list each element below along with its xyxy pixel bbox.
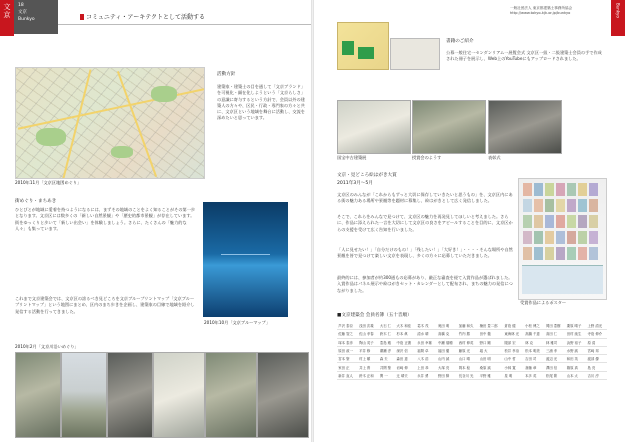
- member-name: 野田 賢: [437, 371, 458, 379]
- book-heading: 書籍のご紹介: [446, 39, 474, 44]
- member-name: 小林 寛: [503, 363, 524, 371]
- member-name: 篠原 真: [565, 363, 586, 371]
- policy-text: 建築家・建築士の目を通して「文京ブランド」を可視化・顕在化しようという「文京らしさ」の意識に寄与するという方針で、会員以外の建築人の方々や、区民・行政・専門家の方々と共に、文京区という地域を舞台に活動し、交流を深めたいと思っています。: [217, 84, 305, 121]
- header-marker: [80, 14, 84, 20]
- member-name: 永田 幸雄: [416, 338, 437, 346]
- member-name: 東海林 光: [503, 330, 524, 338]
- award-heading: 文京・見どころ絵はがき大賞: [337, 173, 397, 178]
- member-name: 倉島 健: [503, 322, 524, 330]
- member-name: 中瀬 瑞穂: [437, 338, 458, 346]
- right-tab-label: Bunkyo: [615, 3, 621, 18]
- members-heading: ■文京建築会 会員名簿（五十音順）: [337, 313, 412, 318]
- poster-caption: 受賞作品によるポスター: [520, 300, 567, 305]
- member-name: 大石 仁: [379, 322, 396, 330]
- member-name: 葛木 茂: [416, 322, 437, 330]
- blue-map-caption: 2010年10月「文京ブルーマップ」: [204, 320, 270, 325]
- award-text-4: 最終的には、参加者が約300通もの応募があり、厳正な審査を経て入賞作品が選ばれました。入賞作品はパネル展示や絵はがきセット・カレンダーとして配布され、まちの魅力の発信につながりました。: [337, 275, 513, 293]
- member-name: 森 夫: [379, 355, 396, 363]
- member-name: 原 清: [586, 338, 607, 346]
- member-name: 山口 晴: [458, 355, 479, 363]
- association-url[interactable]: http://www.tokyo-kjk.or.jp/bunkyo: [510, 11, 571, 15]
- member-name: 大塚 亮: [437, 363, 458, 371]
- member-name: 宮崎 邦: [586, 346, 607, 354]
- members-table: [337, 322, 607, 380]
- theme-text: ひとびとが地域に愛着を持つようになるには、まずその地域のことをよく知ることがその第一歩となります。文京区には数多くの「新しい自然景観」や「歴史的都市景観」が存在しています。街をゆっくりと歩いて「新しい出会い」を体験しましょう。さらに、たくさんの「魅力的な人々」も集っています。: [15, 207, 196, 231]
- policy-heading: 活動方針: [217, 72, 236, 77]
- member-name: 小松 博之: [524, 322, 545, 330]
- right-section-tab: [611, 0, 625, 36]
- members-row: [337, 330, 607, 338]
- member-name: 松尾 繁: [545, 371, 566, 379]
- members-row: [337, 355, 607, 363]
- member-name: 平井 修: [358, 346, 379, 354]
- blue-map-poster-image: [203, 202, 288, 317]
- members-row: [337, 371, 607, 379]
- member-name: 八木 浩: [416, 355, 437, 363]
- ceremony-caption: 表彰式: [488, 155, 501, 160]
- members-row: [337, 363, 607, 371]
- member-name: 松井 孝治: [503, 346, 524, 354]
- member-name: 岡本 稔: [458, 363, 479, 371]
- member-name: 家田 正: [337, 363, 358, 371]
- member-name: 加藤 和久: [458, 322, 479, 330]
- association-name: 一般社団法人 東京都建築士事務所協会: [510, 6, 573, 10]
- member-name: 島 亮: [586, 363, 607, 371]
- member-name: 杉本 眞: [395, 330, 416, 338]
- member-name: 豊島 雅: [379, 338, 396, 346]
- member-name: 浅田 次義: [358, 322, 379, 330]
- member-name: 岩崎 伸: [395, 363, 416, 371]
- member-name: 渡辺 光: [545, 355, 566, 363]
- member-name: 原田 政一: [337, 346, 358, 354]
- award-date: 2011年3月〜5月: [337, 181, 373, 186]
- walk-photo-4: [153, 352, 205, 438]
- member-name: 福岡 卓: [416, 346, 437, 354]
- members-row: [337, 338, 607, 346]
- members-row: [337, 322, 607, 330]
- award-event-photo: [412, 100, 486, 154]
- member-name: 澤田 信: [545, 363, 566, 371]
- member-name: 山中 哲: [503, 355, 524, 363]
- ceremony-photo: [488, 100, 562, 154]
- member-name: 浜野 裕子: [565, 338, 586, 346]
- member-name: 村上 順: [358, 355, 379, 363]
- association-info: [510, 6, 572, 16]
- left-section-tab: [0, 0, 14, 36]
- member-name: 高田 仁: [545, 330, 566, 338]
- blue-map-intro: これまで文京建築会では、文京区の誇るべき見どころを文京ブループリントマップ「文京ブループリントマップ」という地図にまとめ、区内のまち歩きを企画し、建築家の目線で地域を紹介し発信する活動を行ってきました。: [15, 296, 195, 314]
- member-name: 服部 宏: [503, 338, 524, 346]
- member-name: 山本 太: [565, 371, 586, 379]
- member-name: 宮本 聖: [337, 355, 358, 363]
- member-name: 新井 直人: [337, 371, 358, 379]
- walk-photos-caption: 2010年2月「文京川沿いめぐり」: [15, 344, 79, 349]
- member-name: 星 明: [503, 371, 524, 379]
- member-name: 竹内 勝: [458, 330, 479, 338]
- member-name: 楠田 豊二郎: [478, 322, 503, 330]
- left-tab-label: 文京: [3, 3, 11, 19]
- book-flyer-image: [390, 38, 440, 70]
- member-name: 平野 雅: [478, 371, 503, 379]
- member-name: 中島 正憲: [395, 338, 416, 346]
- chapter-box: [14, 0, 58, 34]
- member-name: 三浦 孝: [545, 346, 566, 354]
- member-name: 林 克: [524, 338, 545, 346]
- member-name: 渡部 優: [586, 355, 607, 363]
- member-name: 井関 聖: [379, 363, 396, 371]
- walk-photo-2: [61, 352, 107, 438]
- member-name: 斎藤 章: [524, 363, 545, 371]
- member-name: 岡田 豊樹: [545, 322, 566, 330]
- member-name: 松本 明美: [524, 346, 545, 354]
- member-name: 堀 大: [478, 346, 503, 354]
- member-name: 山内 誠: [437, 355, 458, 363]
- member-name: 鈴木 正和: [358, 371, 379, 379]
- member-name: 和田 英: [565, 355, 586, 363]
- chapter-number: 18: [18, 3, 24, 8]
- award-poster-image: [518, 178, 607, 300]
- member-name: 田中 徹: [478, 330, 503, 338]
- member-name: 吉田 司: [524, 355, 545, 363]
- member-name: 深沢 信: [395, 346, 416, 354]
- map-caption: 2010年11月「文京区地図めぐり」: [15, 180, 82, 185]
- center-gutter: [311, 0, 314, 442]
- member-name: 陶山 英子: [358, 338, 379, 346]
- member-name: 寺島 伸介: [586, 330, 607, 338]
- member-name: 野口 剛: [478, 338, 503, 346]
- member-name: 吉川 淳: [586, 371, 607, 379]
- member-name: 大木 和佳: [395, 322, 416, 330]
- walk-photo-6: [257, 352, 309, 438]
- exhibition-caption: 国宝中古建築展: [337, 155, 367, 160]
- member-name: 上野 清光: [586, 322, 607, 330]
- district-map-image: [15, 67, 205, 179]
- member-name: 長谷川 光: [458, 371, 479, 379]
- member-name: 本多 英: [524, 371, 545, 379]
- member-name: 田村 純生: [565, 330, 586, 338]
- member-name: 鈴木 仁: [379, 330, 396, 338]
- member-name: 関 一: [379, 371, 396, 379]
- member-name: 塚本 泰彦: [337, 338, 358, 346]
- member-name: 芦沢 泰臣: [337, 322, 358, 330]
- member-name: 高橋 克: [437, 330, 458, 338]
- theme-heading: 街めぐり・まちあき: [15, 199, 57, 204]
- member-name: 栗原 晴子: [565, 322, 586, 330]
- award-text-1: 文京区のみんなが「これからもずっと大切に保存していきたいと思うもの」を、文京区内にある街の魅力ある場所や景観等を題材に募集し、絵はがきとして広く発信しました。: [337, 192, 513, 204]
- member-name: 清水 晴: [416, 330, 437, 338]
- book-cover-image: [337, 22, 389, 70]
- member-name: 廣瀬 淳: [379, 346, 396, 354]
- member-name: 永井 勇: [416, 371, 437, 379]
- member-name: 西村 伸英: [458, 338, 479, 346]
- book-text: 公募一般住宅一センダンリアム一展覧会式 文京区一級・二級建築士会員の手で作成された冊子を展示し、Web上のYouTubeにもアップロードされました。: [446, 50, 602, 62]
- chapter-en: Bunkyo: [18, 17, 35, 22]
- chapter-jp: 文京: [18, 10, 27, 15]
- member-name: 林 雅司: [545, 338, 566, 346]
- member-name: 福田 徹: [437, 346, 458, 354]
- member-name: 高鍋 千恵: [524, 330, 545, 338]
- member-name: 藤原 光: [458, 346, 479, 354]
- member-name: 奥田 明: [437, 322, 458, 330]
- member-name: 佐藤 智之: [337, 330, 358, 338]
- award-event-caption: 授賞会のようす: [412, 155, 442, 160]
- member-name: 森田 恵: [395, 355, 416, 363]
- member-name: 井上 貴: [358, 363, 379, 371]
- member-name: 桑原 誠: [478, 363, 503, 371]
- members-row: [337, 346, 607, 354]
- award-text-2: そこで、これらをみんなで見つけて、文京区の魅力を再発見してほしいと考えました。さらに、作品に添えられた一言を大切にして文京区の良さをアピールすることを目的に、文京区からの支援を受けて広く告知を行いました。: [337, 214, 513, 232]
- walk-photo-5: [205, 352, 257, 438]
- page-title: コミュニティ・アーキテクトとして活動する: [86, 14, 205, 21]
- member-name: 水野 誠: [565, 346, 586, 354]
- member-name: 佐山 孝春: [358, 330, 379, 338]
- member-name: 上田 恭: [416, 363, 437, 371]
- exhibition-photo: [337, 100, 411, 154]
- member-name: 辻 晴夫: [395, 371, 416, 379]
- walk-photo-3: [107, 352, 153, 438]
- award-text-3: 「人に見せたい！」「自分だけのもの！」「残したい！」「大好き！」・・・・そんな場所や自然景観を皆で見つけて楽しい文京を表現し、多くの方々に応募していただきました。: [337, 247, 513, 259]
- member-name: 山田 明: [478, 355, 503, 363]
- walk-photo-1: [15, 352, 61, 438]
